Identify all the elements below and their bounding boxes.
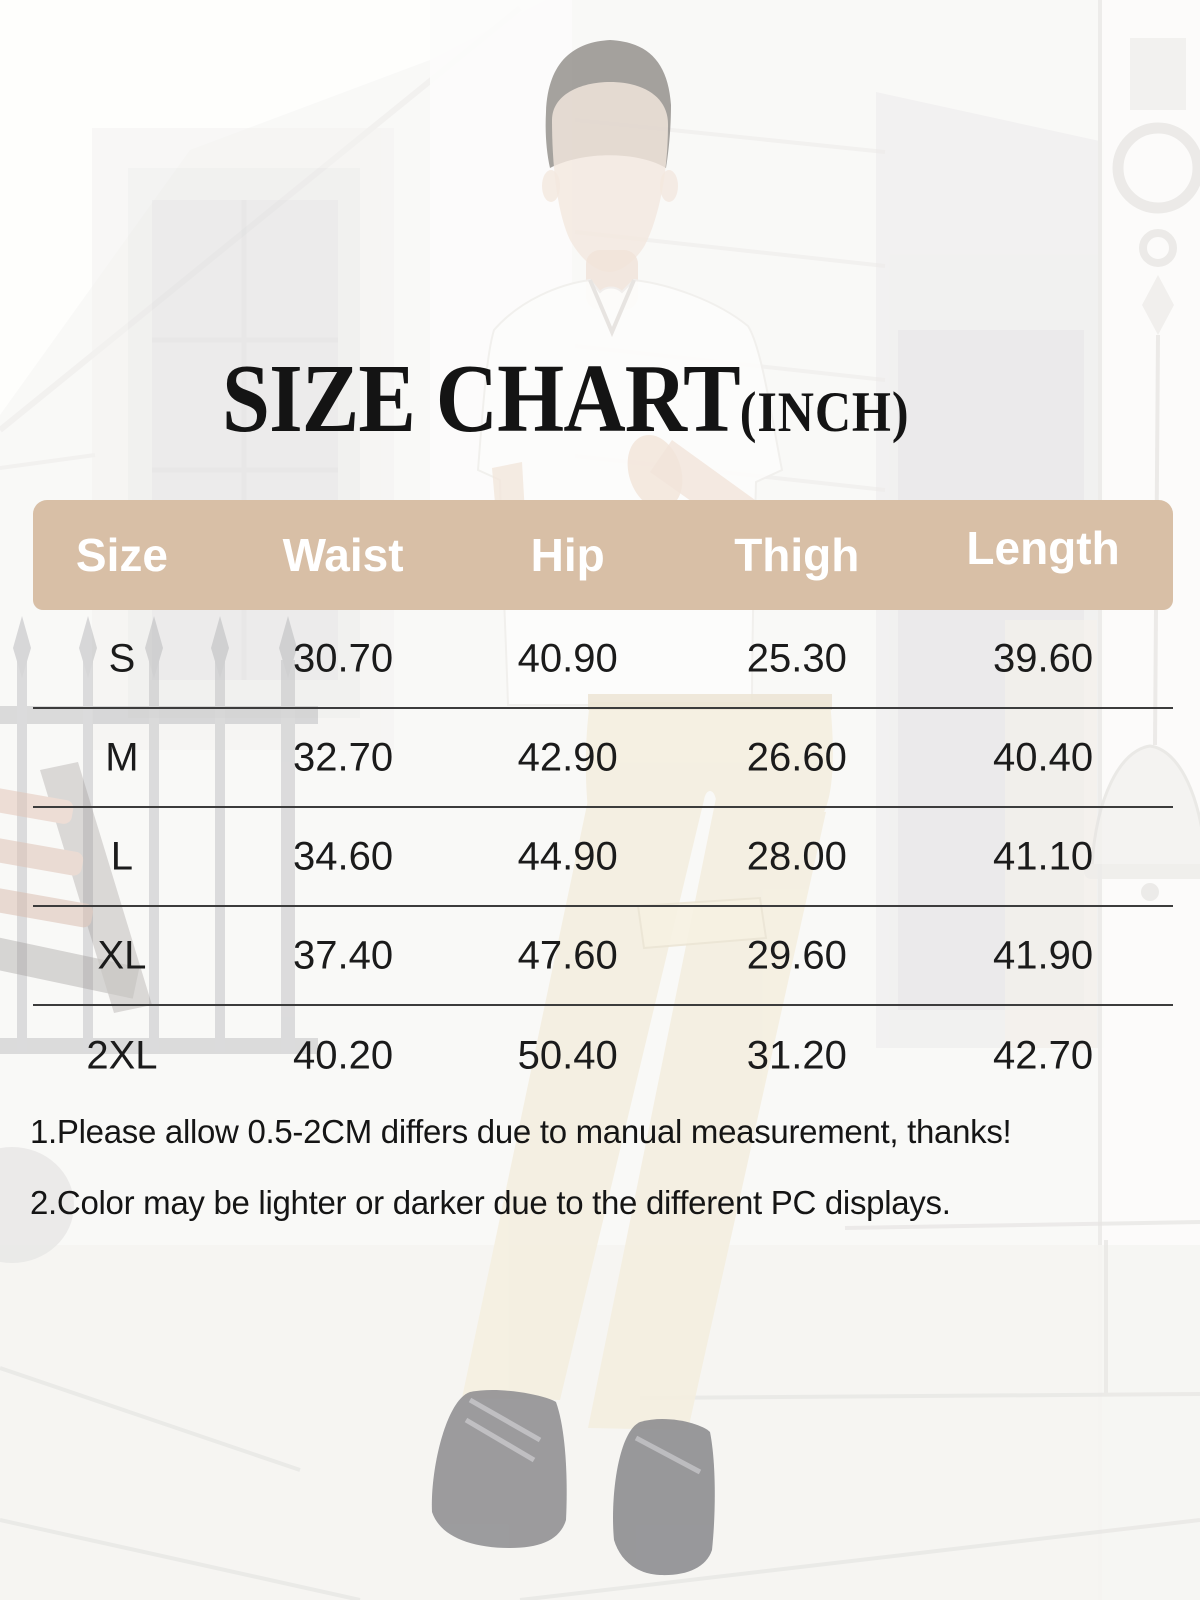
size-table <box>33 500 1173 1105</box>
hip-value: 47.60 <box>517 933 618 977</box>
waist-value: 37.40 <box>293 933 394 977</box>
size-label: L <box>110 834 134 878</box>
table-row-xl <box>33 907 1173 1006</box>
thigh-value: 28.00 <box>746 834 847 878</box>
note-measurement: 1.Please allow 0.5-2CM differs due to manual measurement, thanks! <box>30 1113 1012 1150</box>
length-value: 39.60 <box>992 636 1094 680</box>
header-length: Length <box>966 522 1120 574</box>
header-size: Size <box>75 529 168 581</box>
title-main: SIZE CHART <box>222 345 740 453</box>
size-label: 2XL <box>86 1033 158 1077</box>
table-row-2xl <box>33 1006 1173 1105</box>
size-label: XL <box>97 933 147 977</box>
hip-value: 40.90 <box>517 636 618 680</box>
hip-value: 42.90 <box>517 735 618 779</box>
length-value: 42.70 <box>992 1033 1094 1077</box>
waist-value: 32.70 <box>293 735 394 779</box>
table-row-m <box>33 709 1173 808</box>
thigh-value: 25.30 <box>746 636 847 680</box>
length-value: 41.10 <box>992 834 1094 878</box>
thigh-value: 29.60 <box>746 933 847 977</box>
thigh-value: 31.20 <box>746 1033 847 1077</box>
thigh-value: 26.60 <box>746 735 847 779</box>
length-value: 40.40 <box>992 735 1094 779</box>
header-hip: Hip <box>530 529 605 581</box>
header-thigh: Thigh <box>734 529 860 581</box>
note-color: 2.Color may be lighter or darker due to the different PC displays. <box>30 1184 951 1221</box>
size-label: M <box>105 735 139 779</box>
waist-value: 30.70 <box>293 636 394 680</box>
table-row-s <box>33 610 1173 709</box>
waist-value: 40.20 <box>293 1033 394 1077</box>
hip-value: 50.40 <box>517 1033 618 1077</box>
header-waist: Waist <box>282 529 404 581</box>
hip-value: 44.90 <box>517 834 618 878</box>
size-label: S <box>108 636 136 680</box>
length-value: 41.90 <box>992 933 1094 977</box>
title-unit: (INCH) <box>739 381 910 444</box>
waist-value: 34.60 <box>293 834 394 878</box>
table-row-l <box>33 808 1173 907</box>
page-title <box>222 345 910 453</box>
table-header-row <box>33 500 1173 610</box>
